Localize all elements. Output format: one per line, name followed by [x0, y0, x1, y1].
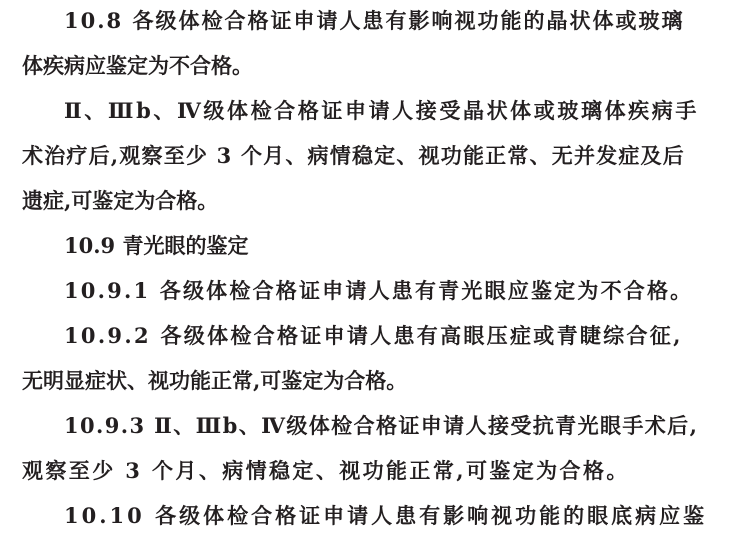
paragraph-10-9-2-line-1: 10.9.2 各级体检合格证申请人患有高眼压症或青睫综合征, [64, 323, 683, 348]
paragraph-10-9-3-line-1: 10.9.3 Ⅱ、Ⅲb、Ⅳ级体检合格证申请人接受抗青光眼手术后, [64, 413, 699, 438]
section-10-9-heading: 10.9 青光眼的鉴定 [64, 233, 249, 258]
paragraph-surgery-line-3: 遗症,可鉴定为合格。 [22, 188, 219, 213]
paragraph-10-8-line-2: 体疾病应鉴定为不合格。 [22, 53, 253, 78]
paragraph-10-10-line-1: 10.10 各级体检合格证申请人患有影响视功能的眼底病应鉴 [64, 503, 708, 528]
paragraph-10-9-2-line-2: 无明显症状、视功能正常,可鉴定为合格。 [22, 368, 408, 393]
paragraph-surgery-line-2: 术治疗后,观察至少 3 个月、病情稳定、视功能正常、无并发症及后 [22, 143, 685, 168]
paragraph-10-9-3-line-2: 观察至少 3 个月、病情稳定、视功能正常,可鉴定为合格。 [22, 458, 630, 483]
paragraph-surgery-line-1: Ⅱ、Ⅲb、Ⅳ级体检合格证申请人接受晶状体或玻璃体疾病手 [64, 98, 699, 123]
paragraph-10-9-1: 10.9.1 各级体检合格证申请人患有青光眼应鉴定为不合格。 [64, 278, 694, 303]
paragraph-10-8-line-1: 10.8 各级体检合格证申请人患有影响视功能的晶状体或玻璃 [64, 8, 685, 33]
